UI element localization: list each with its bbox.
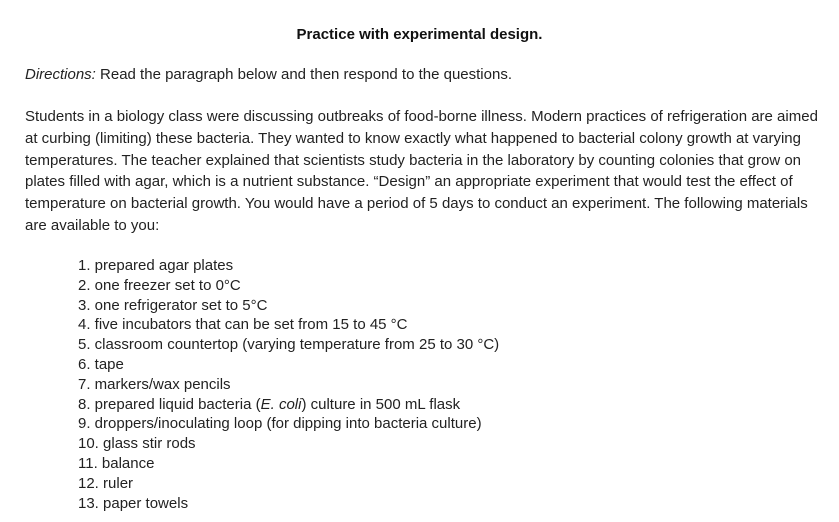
directions-text: Read the paragraph below and then respond to the questions. [95, 66, 512, 83]
list-item: 5. classroom countertop (varying temperature from 25 to 30 °C) [78, 336, 500, 354]
materials-list [78, 256, 499, 513]
list-item: 9. droppers/inoculating loop (for dipping into bacteria culture) [78, 415, 482, 433]
list-item-text: 8. prepared liquid bacteria ( [78, 395, 261, 413]
list-item: 3. one refrigerator set to 5°C [78, 296, 268, 314]
list-item: 4. five incubators that can be set from 15 to 45 °C [78, 316, 408, 334]
list-item [78, 395, 499, 415]
list-item: 13. paper towels [78, 494, 189, 512]
list-item: 2. one freezer set to 0°C [78, 276, 241, 294]
scenario-paragraph: Students in a biology class were discussing outbreaks of food-borne illness. Modern practices of refrigeration are aimed at curbing (limiting) these bacteria. They wanted to know exactly what happened to bacterial colony growth at varying temperatures. The teacher explained that scientists study bacteria in the laboratory by counting colonies that grow on plates filled with agar, which is a nutrient substance. “Design” an appropriate experiment that would test the effect of temperature on bacterial growth. You would have a period of 5 days to conduct an experiment. The following materials are available to you: [25, 108, 818, 234]
list-item: 6. tape [78, 355, 124, 373]
list-item: 7. markers/wax pencils [78, 375, 231, 393]
list-item: 10. glass stir rods [78, 435, 196, 453]
list-item-text: ) culture in 500 mL flask [301, 395, 461, 413]
document-title: Practice with experimental design. [296, 26, 543, 43]
list-item: 11. balance [78, 454, 155, 472]
list-item: 1. prepared agar plates [78, 257, 234, 274]
directions-label: Directions: [25, 66, 96, 83]
list-item: 12. ruler [78, 474, 134, 492]
directions-line [25, 66, 825, 84]
list-item-italic: E. coli [260, 395, 302, 413]
